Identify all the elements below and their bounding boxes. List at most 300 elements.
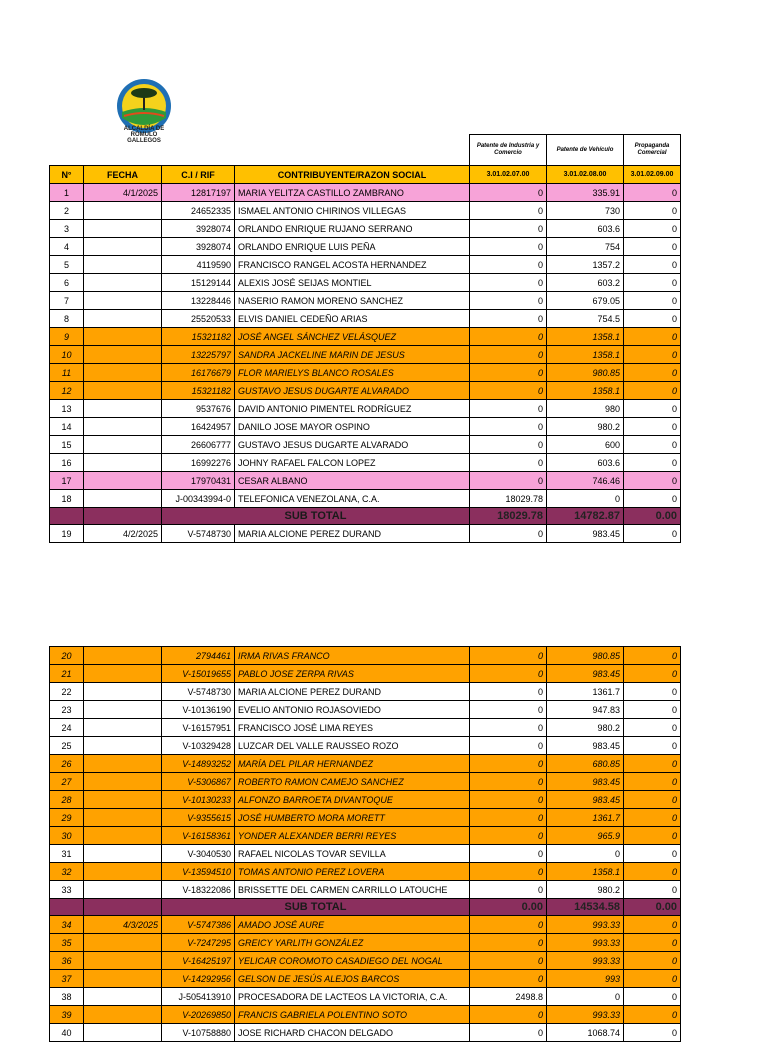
table-row: [50, 809, 681, 827]
row-date: [84, 1006, 162, 1024]
row-value-2: 983.45: [547, 737, 624, 755]
row-ci: J-505413910: [162, 988, 235, 1006]
table-row: [50, 525, 681, 543]
row-value-3: 0: [624, 418, 681, 436]
table-2-rows: [50, 647, 681, 899]
row-value-2: 600: [547, 436, 624, 454]
row-ci: V-16158361: [162, 827, 235, 845]
row-ci: 26606777: [162, 436, 235, 454]
row-value-1: 0: [470, 436, 547, 454]
col-header-ci: C.I / RIF: [162, 166, 235, 184]
row-value-2: 993.33: [547, 934, 624, 952]
row-value-3: 0: [624, 292, 681, 310]
row-ci: V-10136190: [162, 701, 235, 719]
row-ci: V-16425197: [162, 952, 235, 970]
row-value-2: 754.5: [547, 310, 624, 328]
col-header-code-3: 3.01.02.09.00: [624, 166, 681, 184]
row-value-2: 1358.1: [547, 863, 624, 881]
row-value-2: 965.9: [547, 827, 624, 845]
row-value-2: 993: [547, 970, 624, 988]
row-date: 4/3/2025: [84, 916, 162, 934]
payments-table-2: [49, 646, 681, 1042]
row-number: 27: [50, 773, 84, 791]
subtotal-row-2: [50, 899, 681, 916]
row-name: ALEXIS JOSÉ SEIJAS MONTIEL: [235, 274, 470, 292]
row-name: ORLANDO ENRIQUE RUJANO SERRANO: [235, 220, 470, 238]
row-value-2: 680.85: [547, 755, 624, 773]
payments-table-1: [49, 134, 681, 543]
row-value-2: 754: [547, 238, 624, 256]
row-value-1: 0: [470, 454, 547, 472]
row-number: 16: [50, 454, 84, 472]
row-name: CESAR ALBANO: [235, 472, 470, 490]
row-number: 29: [50, 809, 84, 827]
row-name: DANILO JOSE MAYOR OSPINO: [235, 418, 470, 436]
row-date: [84, 382, 162, 400]
row-date: [84, 454, 162, 472]
row-name: MARIA ALCIONE PEREZ DURAND: [235, 683, 470, 701]
table-row: [50, 346, 681, 364]
row-ci: V-9355615: [162, 809, 235, 827]
row-value-3: 0: [624, 1024, 681, 1042]
row-value-3: 0: [624, 184, 681, 202]
table-row: [50, 827, 681, 845]
row-value-1: 0: [470, 916, 547, 934]
row-number: 9: [50, 328, 84, 346]
row-value-3: 0: [624, 346, 681, 364]
row-value-1: 0: [470, 400, 547, 418]
row-value-1: 0: [470, 292, 547, 310]
row-name: GUSTAVO JESUS DUGARTE ALVARADO: [235, 382, 470, 400]
row-value-2: 0: [547, 490, 624, 508]
row-ci: V-18322086: [162, 881, 235, 899]
row-value-1: 0: [470, 665, 547, 683]
row-ci: 12817197: [162, 184, 235, 202]
row-name: ALFONZO BARROETA DIVANTOQUE: [235, 791, 470, 809]
row-name: LUZCAR DEL VALLE RAUSSEO ROZO: [235, 737, 470, 755]
row-value-3: 0: [624, 525, 681, 543]
logo-line-1: ALCALDÍA DE: [123, 126, 165, 132]
row-value-2: 983.45: [547, 791, 624, 809]
row-value-3: 0: [624, 970, 681, 988]
subtotal-value-2: 14782.87: [547, 508, 624, 525]
col-header-number: N°: [50, 166, 84, 184]
table-row: [50, 647, 681, 665]
row-value-3: 0: [624, 845, 681, 863]
row-name: MARIA ALCIONE PEREZ DURAND: [235, 525, 470, 543]
row-number: 18: [50, 490, 84, 508]
column-header-row: [50, 166, 681, 184]
row-ci: 15129144: [162, 274, 235, 292]
table-row: [50, 454, 681, 472]
row-ci: V-10329428: [162, 737, 235, 755]
row-name: FLOR MARIELYS BLANCO ROSALES: [235, 364, 470, 382]
row-value-3: 0: [624, 400, 681, 418]
row-number: 7: [50, 292, 84, 310]
row-value-1: 0: [470, 310, 547, 328]
row-date: [84, 988, 162, 1006]
patent-label-industry: Patente de Industria y Comercio: [470, 135, 547, 166]
table-row: [50, 328, 681, 346]
row-ci: V-10758880: [162, 1024, 235, 1042]
row-name: BRISSETTE DEL CARMEN CARRILLO LATOUCHE: [235, 881, 470, 899]
row-number: 12: [50, 382, 84, 400]
row-name: GREICY YARLITH GONZÁLEZ: [235, 934, 470, 952]
row-date: [84, 647, 162, 665]
row-number: 19: [50, 525, 84, 543]
row-date: [84, 310, 162, 328]
row-value-2: 983.45: [547, 525, 624, 543]
row-value-1: 0: [470, 418, 547, 436]
row-value-2: 603.6: [547, 454, 624, 472]
row-value-3: 0: [624, 934, 681, 952]
row-number: 24: [50, 719, 84, 737]
row-value-2: 947.83: [547, 701, 624, 719]
table-row: [50, 863, 681, 881]
row-value-2: 0: [547, 845, 624, 863]
subtotal-value-1: 18029.78: [470, 508, 547, 525]
row-name: FRANCISCO RANGEL ACOSTA HERNANDEZ: [235, 256, 470, 274]
row-value-2: 1361.7: [547, 809, 624, 827]
row-value-1: 18029.78: [470, 490, 547, 508]
row-value-2: 980.2: [547, 418, 624, 436]
row-value-2: 980.2: [547, 719, 624, 737]
row-date: [84, 863, 162, 881]
row-name: JOHNY RAFAEL FALCON LOPEZ: [235, 454, 470, 472]
table-row: [50, 845, 681, 863]
row-value-3: 0: [624, 647, 681, 665]
row-value-1: 0: [470, 934, 547, 952]
row-value-1: 0: [470, 364, 547, 382]
table-row: [50, 719, 681, 737]
row-number: 25: [50, 737, 84, 755]
table-row: [50, 184, 681, 202]
row-name: JOSE RICHARD CHACON DELGADO: [235, 1024, 470, 1042]
row-ci: 2794461: [162, 647, 235, 665]
table-row: [50, 220, 681, 238]
row-date: 4/1/2025: [84, 184, 162, 202]
row-date: 4/2/2025: [84, 525, 162, 543]
table-row: [50, 1024, 681, 1042]
row-value-2: 980.85: [547, 364, 624, 382]
row-ci: V-5748730: [162, 683, 235, 701]
row-value-1: 0: [470, 256, 547, 274]
row-value-1: 0: [470, 328, 547, 346]
row-value-1: 0: [470, 382, 547, 400]
row-ci: 15321182: [162, 328, 235, 346]
row-name: SANDRA JACKELINE MARIN DE JESUS: [235, 346, 470, 364]
row-name: ELVIS DANIEL CEDEÑO ARIAS: [235, 310, 470, 328]
table-row: [50, 683, 681, 701]
row-date: [84, 256, 162, 274]
row-ci: 17970431: [162, 472, 235, 490]
row-number: 35: [50, 934, 84, 952]
row-date: [84, 773, 162, 791]
table-row: [50, 791, 681, 809]
row-value-3: 0: [624, 863, 681, 881]
row-date: [84, 737, 162, 755]
row-value-3: 0: [624, 328, 681, 346]
row-value-2: 980.85: [547, 647, 624, 665]
row-value-1: 0: [470, 970, 547, 988]
table-1-after-rows: [50, 525, 681, 543]
table-row: [50, 970, 681, 988]
row-date: [84, 970, 162, 988]
row-number: 37: [50, 970, 84, 988]
row-date: [84, 827, 162, 845]
row-number: 23: [50, 701, 84, 719]
row-ci: 16424957: [162, 418, 235, 436]
row-value-1: 0: [470, 827, 547, 845]
row-value-3: 0: [624, 737, 681, 755]
col-header-code-1: 3.01.02.07.00: [470, 166, 547, 184]
row-date: [84, 202, 162, 220]
row-number: 31: [50, 845, 84, 863]
table-row: [50, 490, 681, 508]
row-value-3: 0: [624, 256, 681, 274]
table-row: [50, 202, 681, 220]
row-number: 13: [50, 400, 84, 418]
row-date: [84, 274, 162, 292]
table-row: [50, 988, 681, 1006]
row-value-1: 0: [470, 881, 547, 899]
table-row: [50, 472, 681, 490]
row-name: FRANCIS GABRIELA POLENTINO SOTO: [235, 1006, 470, 1024]
row-name: MARÍA DEL PILAR HERNANDEZ: [235, 755, 470, 773]
table-2-after-rows: [50, 916, 681, 1042]
row-name: IRMA RIVAS FRANCO: [235, 647, 470, 665]
table-row: [50, 755, 681, 773]
row-value-2: 1361.7: [547, 683, 624, 701]
row-value-3: 0: [624, 364, 681, 382]
row-number: 38: [50, 988, 84, 1006]
table-row: [50, 292, 681, 310]
row-value-1: 0: [470, 952, 547, 970]
row-name: ORLANDO ENRIQUE LUIS PEÑA: [235, 238, 470, 256]
row-ci: 15321182: [162, 382, 235, 400]
row-ci: V-5747386: [162, 916, 235, 934]
row-value-1: 0: [470, 220, 547, 238]
row-value-2: 679.05: [547, 292, 624, 310]
subtotal-value-3: 0.00: [624, 508, 681, 525]
row-value-2: 980.2: [547, 881, 624, 899]
subtotal-label: SUB TOTAL: [162, 508, 470, 525]
row-ci: V-14893252: [162, 755, 235, 773]
row-ci: V-16157951: [162, 719, 235, 737]
row-value-3: 0: [624, 382, 681, 400]
row-value-3: 0: [624, 988, 681, 1006]
patent-labels-row: [50, 135, 681, 166]
table-row: [50, 418, 681, 436]
col-header-name: CONTRIBUYENTE/RAZON SOCIAL: [235, 166, 470, 184]
row-ci: J-00343994-0: [162, 490, 235, 508]
row-value-2: 993.33: [547, 916, 624, 934]
row-date: [84, 346, 162, 364]
row-value-1: 0: [470, 791, 547, 809]
row-date: [84, 238, 162, 256]
row-number: 14: [50, 418, 84, 436]
row-date: [84, 328, 162, 346]
row-name: YELICAR COROMOTO CASADIEGO DEL NOGAL: [235, 952, 470, 970]
row-date: [84, 220, 162, 238]
row-value-3: 0: [624, 436, 681, 454]
row-name: YONDER ALEXANDER BERRI REYES: [235, 827, 470, 845]
subtotal-label: SUB TOTAL: [162, 899, 470, 916]
row-value-1: 0: [470, 1006, 547, 1024]
row-value-3: 0: [624, 952, 681, 970]
row-value-3: 0: [624, 310, 681, 328]
row-name: RAFAEL NICOLAS TOVAR SEVILLA: [235, 845, 470, 863]
subtotal-row-1: [50, 508, 681, 525]
row-value-2: 1068.74: [547, 1024, 624, 1042]
row-ci: V-13594510: [162, 863, 235, 881]
row-value-3: 0: [624, 202, 681, 220]
row-name: DAVID ANTONIO PIMENTEL RODRÍGUEZ: [235, 400, 470, 418]
row-date: [84, 292, 162, 310]
row-name: GUSTAVO JESUS DUGARTE ALVARADO: [235, 436, 470, 454]
row-date: [84, 845, 162, 863]
row-value-1: 0: [470, 1024, 547, 1042]
row-number: 26: [50, 755, 84, 773]
row-name: PABLO JOSE ZERPA RIVAS: [235, 665, 470, 683]
row-date: [84, 809, 162, 827]
row-ci: 16176679: [162, 364, 235, 382]
row-value-3: 0: [624, 238, 681, 256]
table-1-rows: [50, 184, 681, 508]
table-row: [50, 436, 681, 454]
table-row: [50, 737, 681, 755]
row-value-2: 730: [547, 202, 624, 220]
row-value-3: 0: [624, 274, 681, 292]
row-value-1: 0: [470, 737, 547, 755]
row-value-2: 1357.2: [547, 256, 624, 274]
table-row: [50, 934, 681, 952]
row-number: 28: [50, 791, 84, 809]
row-value-2: 983.45: [547, 665, 624, 683]
row-number: 40: [50, 1024, 84, 1042]
row-date: [84, 934, 162, 952]
row-value-3: 0: [624, 916, 681, 934]
row-value-1: 0: [470, 809, 547, 827]
row-number: 34: [50, 916, 84, 934]
patent-label-propaganda: Propaganda Comercial: [624, 135, 681, 166]
row-number: 4: [50, 238, 84, 256]
row-date: [84, 400, 162, 418]
row-ci: 13225797: [162, 346, 235, 364]
row-value-3: 0: [624, 755, 681, 773]
row-ci: V-15019655: [162, 665, 235, 683]
row-name: EVELIO ANTONIO ROJASOVIEDO: [235, 701, 470, 719]
row-date: [84, 490, 162, 508]
row-name: PROCESADORA DE LACTEOS LA VICTORIA, C.A.: [235, 988, 470, 1006]
row-value-1: 0: [470, 683, 547, 701]
row-value-2: 980: [547, 400, 624, 418]
row-value-1: 0: [470, 346, 547, 364]
row-value-2: 0: [547, 988, 624, 1006]
table-row: [50, 382, 681, 400]
row-number: 36: [50, 952, 84, 970]
logo-line-3: GALLEGOS: [127, 138, 161, 144]
table-row: [50, 916, 681, 934]
table-row: [50, 881, 681, 899]
row-value-2: 1358.1: [547, 328, 624, 346]
row-ci: 3928074: [162, 238, 235, 256]
row-date: [84, 472, 162, 490]
row-number: 1: [50, 184, 84, 202]
row-date: [84, 701, 162, 719]
col-header-code-2: 3.01.02.08.00: [547, 166, 624, 184]
row-date: [84, 418, 162, 436]
row-value-1: 0: [470, 274, 547, 292]
row-number: 8: [50, 310, 84, 328]
table-row: [50, 238, 681, 256]
row-value-1: 0: [470, 472, 547, 490]
table-row: [50, 256, 681, 274]
row-value-1: 0: [470, 647, 547, 665]
row-value-1: 2498.8: [470, 988, 547, 1006]
row-value-3: 0: [624, 220, 681, 238]
row-value-3: 0: [624, 827, 681, 845]
row-date: [84, 755, 162, 773]
row-value-1: 0: [470, 845, 547, 863]
table-row: [50, 952, 681, 970]
row-date: [84, 436, 162, 454]
row-ci: 25520533: [162, 310, 235, 328]
row-value-3: 0: [624, 719, 681, 737]
col-header-date: FECHA: [84, 166, 162, 184]
row-number: 33: [50, 881, 84, 899]
row-value-2: 746.46: [547, 472, 624, 490]
row-number: 22: [50, 683, 84, 701]
row-ci: 24652335: [162, 202, 235, 220]
row-number: 6: [50, 274, 84, 292]
table-row: [50, 400, 681, 418]
row-ci: V-5748730: [162, 525, 235, 543]
row-value-3: 0: [624, 472, 681, 490]
row-value-2: 993.33: [547, 1006, 624, 1024]
row-name: ISMAEL ANTONIO CHIRINOS VILLEGAS: [235, 202, 470, 220]
table-row: [50, 310, 681, 328]
row-date: [84, 791, 162, 809]
row-name: GELSON DE JESÚS ALEJOS BARCOS: [235, 970, 470, 988]
row-ci: V-14292956: [162, 970, 235, 988]
row-value-2: 603.6: [547, 220, 624, 238]
row-value-3: 0: [624, 683, 681, 701]
row-value-3: 0: [624, 454, 681, 472]
subtotal-value-1: 0.00: [470, 899, 547, 916]
row-ci: 4119590: [162, 256, 235, 274]
row-name: AMADO JOSÉ AURE: [235, 916, 470, 934]
row-value-3: 0: [624, 773, 681, 791]
row-number: 2: [50, 202, 84, 220]
row-ci: V-20269850: [162, 1006, 235, 1024]
table-row: [50, 701, 681, 719]
row-number: 5: [50, 256, 84, 274]
row-number: 32: [50, 863, 84, 881]
row-value-2: 983.45: [547, 773, 624, 791]
row-name: MARIA YELITZA CASTILLO ZAMBRANO: [235, 184, 470, 202]
row-ci: V-5306867: [162, 773, 235, 791]
row-ci: V-7247295: [162, 934, 235, 952]
table-row: [50, 665, 681, 683]
row-date: [84, 1024, 162, 1042]
row-value-2: 1358.1: [547, 382, 624, 400]
row-name: FRANCISCO JOSÉ LIMA REYES: [235, 719, 470, 737]
row-name: TELEFONICA VENEZOLANA, C.A.: [235, 490, 470, 508]
row-value-1: 0: [470, 238, 547, 256]
row-value-3: 0: [624, 665, 681, 683]
row-name: ROBERTO RAMON CAMEJO SANCHEZ: [235, 773, 470, 791]
